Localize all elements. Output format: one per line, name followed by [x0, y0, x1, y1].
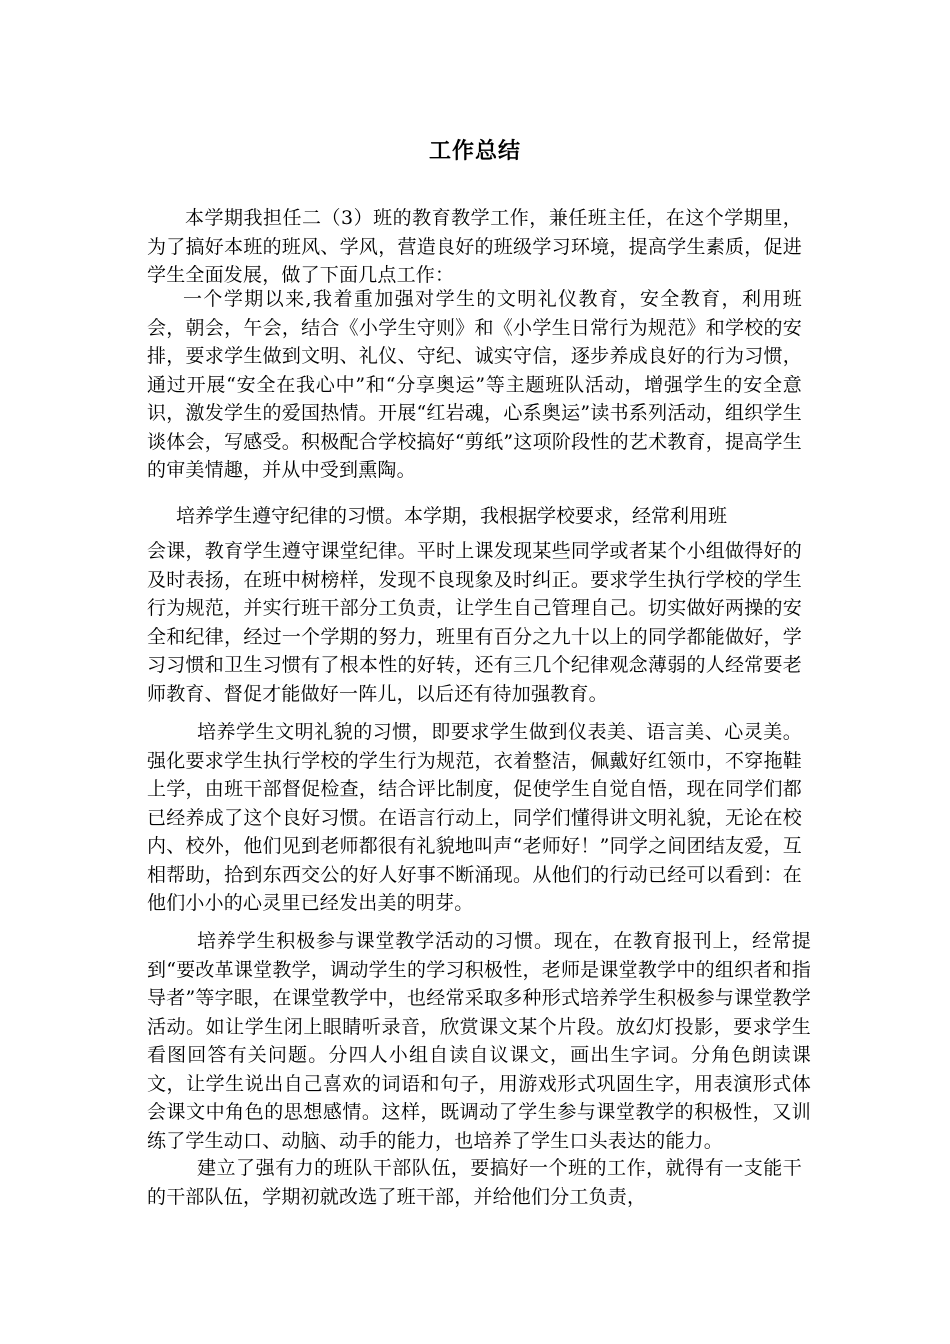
paragraph-discipline-first-line: 培养学生遵守纪律的习惯。本学期，我根据学校要求，经常利用班	[176, 505, 728, 527]
paragraph-courtesy: 培养学生文明礼貌的习惯，即要求学生做到仪表美、语言美、心灵美。强化要求学生执行学校的学生行为规范，衣着整洁，佩戴好红领巾，不穿拖鞋上学，由班干部督促检查，结合评比制度，促使学生自觉自悟，现在同学们都已经养成了这个良好习惯。在语言行动上，同学们懂得讲文明礼貌，无论在校内、校外，他们见到老师都很有礼貌地叫声“老师好！”同学之间团结友爱，互相帮助，拾到东西交公的好人好事不断涌现。从他们的行动已经可以看到：在他们小小的心灵里已经发出美的明芽。	[147, 721, 802, 914]
document-title: 工作总结	[428, 138, 521, 164]
paragraph-etiquette-education: 一个学期以来,我着重加强对学生的文明礼仪教育，安全教育，利用班会，朝会，午会，结合《小学生守则》和《小学生日常行为规范》和学校的安排，要求学生做到文明、礼仪、守纪、诚实守信，逐步养成良好的行为习惯，通过开展“安全在我心中”和“分享奥运”等主题班队活动，增强学生的安全意识，激发学生的爱国热情。开展“红岩魂，心系奥运”读书系列活动，组织学生谈体会，写感受。积极配合学校搞好“剪纸”这项阶段性的艺术教育，提高学生的审美情趣，并从中受到熏陶。	[147, 288, 802, 481]
paragraph-intro: 本学期我担任二（3）班的教育教学工作，兼任班主任，在这个学期里，为了搞好本班的班风、学风，营造良好的班级学习环境，提高学生素质，促进学生全面发展，做了下面几点工作：	[147, 207, 802, 286]
paragraph-discipline: 会课，教育学生遵守课堂纪律。平时上课发现某些同学或者某个小组做得好的及时表扬，在班中树榜样，发现不良现象及时纠正。要求学生执行学校的学生行为规范，并实行班干部分工负责，让学生自己管理自己。切实做好两操的安全和纪律，经过一个学期的努力，班里有百分之九十以上的同学都能做好，学习习惯和卫生习惯有了根本性的好转，还有三几个纪律观念薄弱的人经常要老师教育、督促才能做好一阵儿，以后还有待加强教育。	[147, 540, 802, 705]
paragraph-class-cadres: 建立了强有力的班队干部队伍，要搞好一个班的工作，就得有一支能干的干部队伍，学期初就改选了班干部，并给他们分工负责，	[147, 1157, 802, 1208]
paragraph-classroom-participation: 培养学生积极参与课堂教学活动的习惯。现在，在教育报刊上，经常提到“要改革课堂教学，调动学生的学习积极性，老师是课堂教学中的组织者和指导者”等字眼，在课堂教学中，也经常采取多种形式培养学生积极参与课堂教学活动。如让学生闭上眼睛听录音，欣赏课文某个片段。放幻灯投影，要求学生看图回答有关问题。分四人小组自读自议课文，画出生字词。分角色朗读课文，让学生说出自己喜欢的词语和句子，用游戏形式巩固生字，用表演形式体会课文中角色的思想感情。这样，既调动了学生参与课堂教学的积极性，又训练了学生动口、动脑、动手的能力，也培养了学生口头表达的能力。	[147, 930, 811, 1152]
